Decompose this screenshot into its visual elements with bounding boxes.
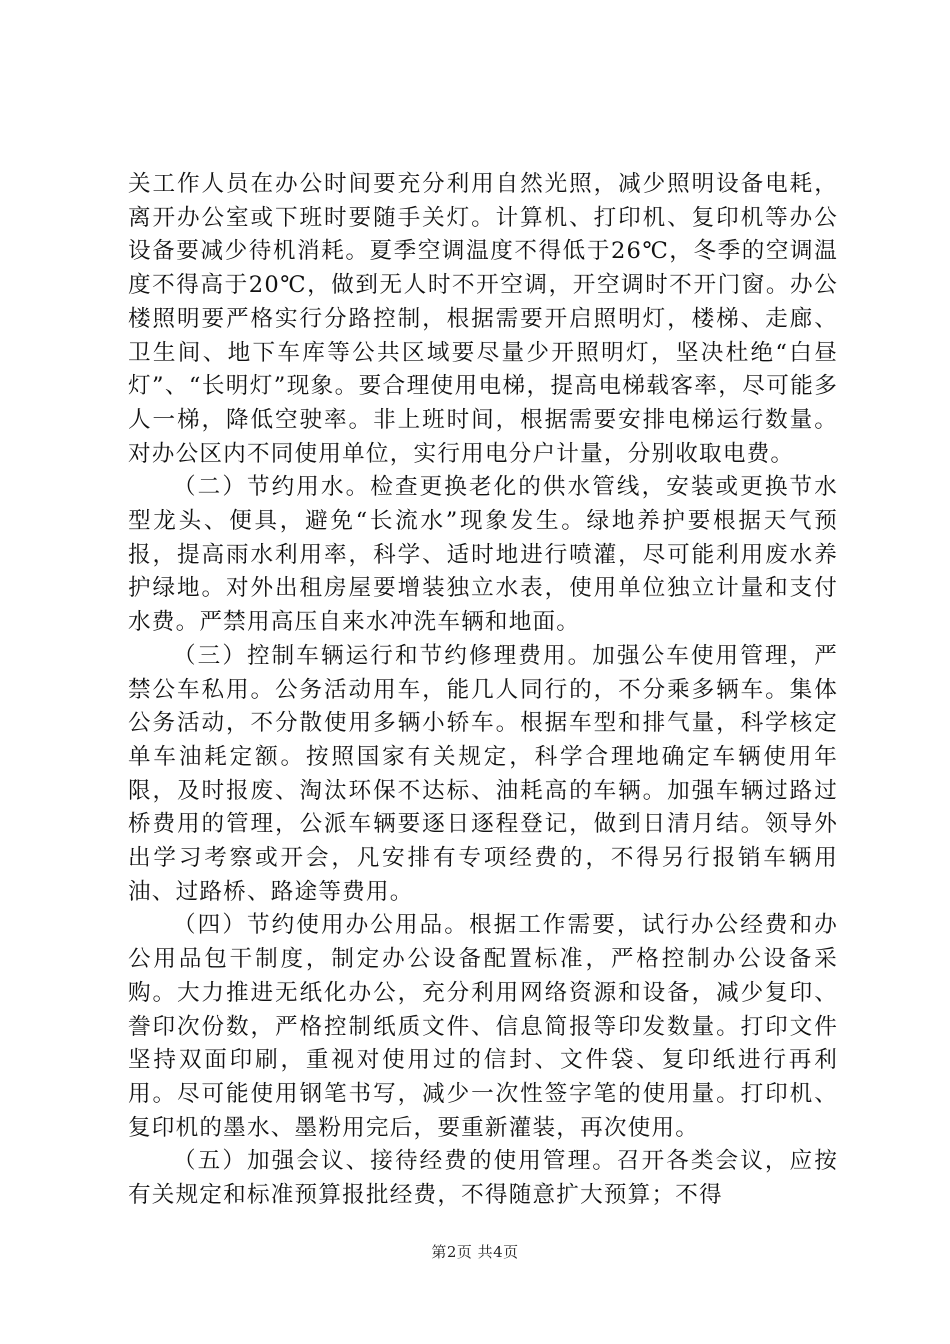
paragraph-office-supplies: （四）节约使用办公用品。根据工作需要，试行办公经费和办公用品包干制度，制定办公设备配置标准，严格控制办公设备采购。大力推进无纸化办公，充分利用网络资源和设备，减少复印、誊印次份数，严格控制纸质文件、信息简报等印发数量。打印文件坚持双面印刷，重视对使用过的信封、文件袋、复印纸进行再利用。尽可能使用钢笔书写，减少一次性签字笔的使用量。打印机、复印机的墨水、墨粉用完后，要重新灌装，再次使用。 (128, 912, 838, 1141)
document-body (128, 168, 838, 1213)
page-footer: 第2页 共4页 (431, 1243, 519, 1261)
paragraph-meeting-expenses: （五）加强会议、接待经费的使用管理。召开各类会议，应按有关规定和标准预算报批经费，不得随意扩大预算；不得 (128, 1148, 838, 1209)
paragraph-water-saving: （二）节约用水。检查更换老化的供水管线，安装或更换节水型龙头、便具，避免“长流水”现象发生。绿地养护要根据天气预报，提高雨水利用率，科学、适时地进行喷灌，尽可能利用废水养护绿地。对外出租房屋要增装独立水表，使用单位独立计量和支付水费。严禁用高压自来水冲洗车辆和地面。 (128, 474, 838, 636)
paragraph-electricity-continued: 关工作人员在办公时间要充分利用自然光照，减少照明设备电耗，离开办公室或下班时要随手关灯。计算机、打印机、复印机等办公设备要减少待机消耗。夏季空调温度不得低于26℃，冬季的空调温度不得高于20℃，做到无人时不开空调，开空调时不开门窗。办公楼照明要严格实行分路控制，根据需要开启照明灯，楼梯、走廊、卫生间、地下车库等公共区域要尽量少开照明灯，坚决杜绝“白昼灯”、“长明灯”现象。要合理使用电梯，提高电梯载客率，尽可能多人一梯，降低空驶率。非上班时间，根据需要安排电梯运行数量。对办公区内不同使用单位，实行用电分户计量，分别收取电费。 (128, 171, 838, 467)
paragraph-vehicle-control: （三）控制车辆运行和节约修理费用。加强公车使用管理，严禁公车私用。公务活动用车，能几人同行的，不分乘多辆车。集体公务活动，不分散使用多辆小轿车。根据车型和排气量，科学核定单车油耗定额。按照国家有关规定，科学合理地确定车辆使用年限，及时报废、淘汰环保不达标、油耗高的车辆。加强车辆过路过桥费用的管理，公派车辆要逐日逐程登记，做到日清月结。领导外出学习考察或开会，凡安排有专项经费的，不得另行报销车辆用油、过路桥、路途等费用。 (128, 642, 838, 905)
